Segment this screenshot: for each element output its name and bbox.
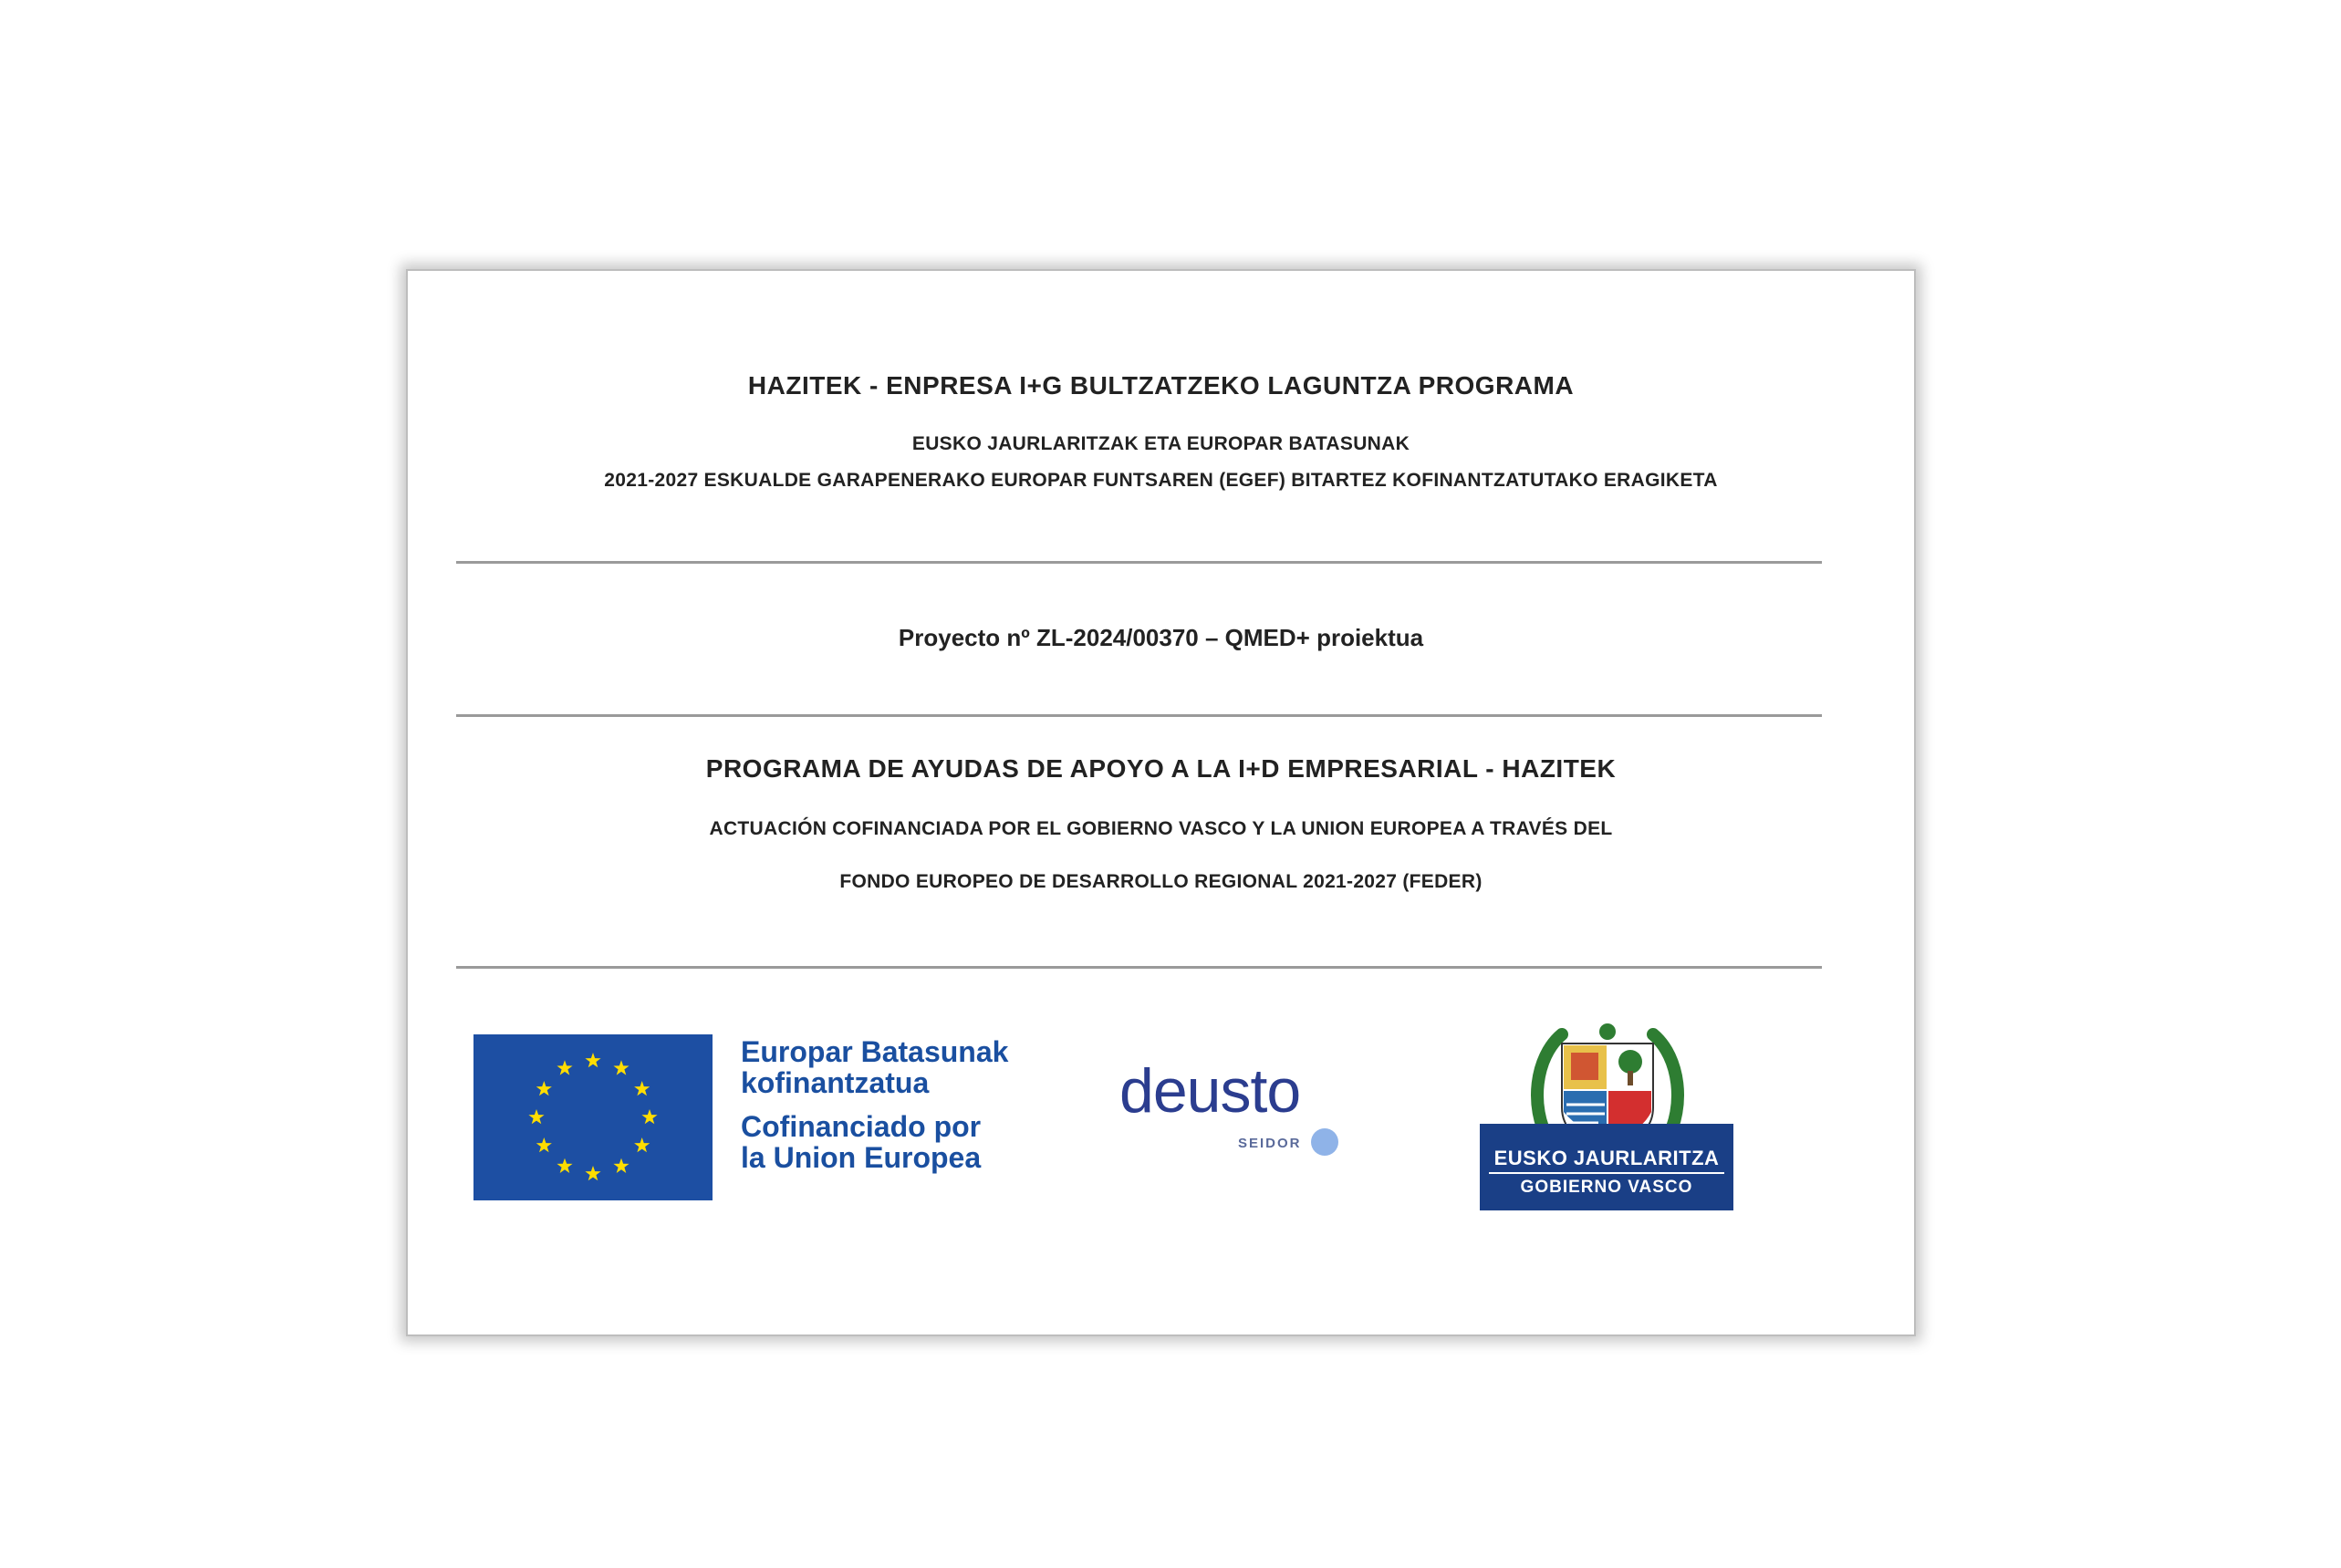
gobierno-vasco-separator xyxy=(1489,1172,1724,1174)
divider-2 xyxy=(456,714,1822,717)
eu-logo-line-3: Cofinanciado por xyxy=(741,1110,982,1143)
eu-cofinanced-logo xyxy=(473,1034,1048,1203)
gobierno-vasco-logo xyxy=(1480,1021,1735,1212)
deusto-wordmark: deusto xyxy=(1119,1056,1301,1126)
funding-notice-card xyxy=(406,269,1916,1336)
eu-logo-line-2: kofinantzatua xyxy=(741,1066,930,1099)
subtitle-basque-2: 2021-2027 ESKUALDE GARAPENERAKO EUROPAR FUNTSAREN (EGEF) BITARTEZ KOFINANTZATUTAKO ERAGIKETA xyxy=(604,470,1718,491)
title-spanish: PROGRAMA DE AYUDAS DE APOYO A LA I+D EMPRESARIAL - HAZITEK xyxy=(705,754,1617,783)
subtitle-spanish-1: ACTUACIÓN COFINANCIADA POR EL GOBIERNO VASCO Y LA UNION EUROPEA A TRAVÉS DEL xyxy=(709,818,1613,839)
seidor-dot-icon xyxy=(1311,1128,1338,1156)
deusto-subbrand: SEIDOR xyxy=(1238,1136,1302,1151)
deusto-logo xyxy=(1119,1055,1338,1165)
divider-1 xyxy=(456,561,1822,564)
subtitle-spanish-2: FONDO EUROPEO DE DESARROLLO REGIONAL 2021-2027 (FEDER) xyxy=(839,871,1483,892)
gobierno-vasco-line-2: GOBIERNO VASCO xyxy=(1520,1178,1693,1197)
eu-logo-line-1: Europar Batasunak xyxy=(741,1035,1009,1068)
eu-logo-line-4: la Union Europea xyxy=(741,1141,982,1174)
divider-3 xyxy=(456,966,1822,969)
title-basque: HAZITEK - ENPRESA I+G BULTZATZEKO LAGUNTZA PROGRAMA xyxy=(747,371,1575,400)
subtitle-basque-1: EUSKO JAURLARITZAK ETA EUROPAR BATASUNAK xyxy=(911,433,1410,454)
eu-flag-icon xyxy=(473,1034,713,1200)
gobierno-vasco-line-1: EUSKO JAURLARITZA xyxy=(1493,1147,1720,1169)
eu-logo-text xyxy=(741,1036,1008,1173)
project-number: Proyecto nº ZL-2024/00370 – QMED+ proiektua xyxy=(898,624,1424,651)
